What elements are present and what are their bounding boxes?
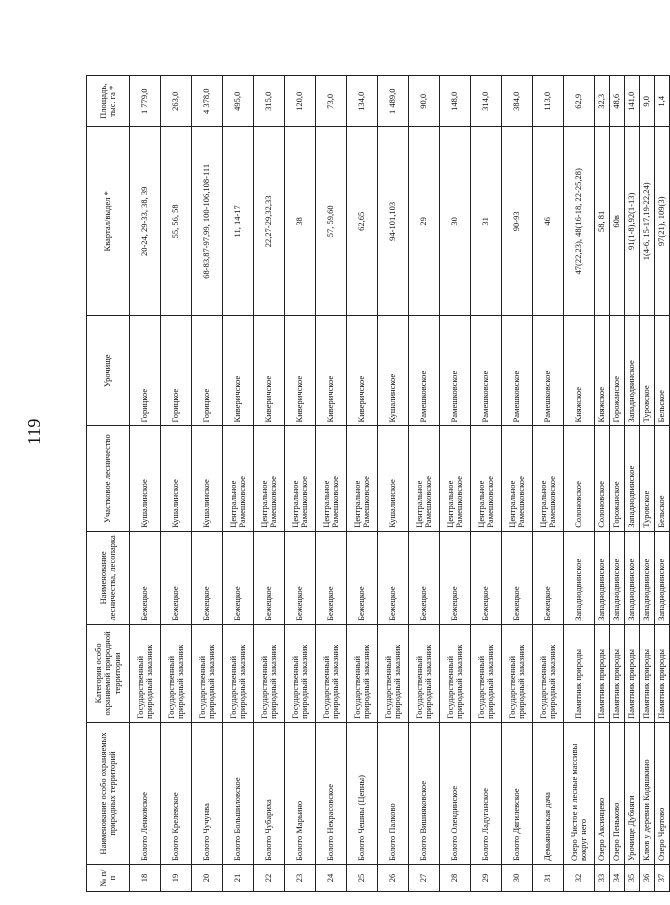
row-number-cell: 37 [655, 865, 670, 892]
category-cell: Государственный природный заказник [440, 624, 471, 722]
header-category: Категория особо охраняемой природной территории [87, 624, 130, 722]
tract-cell: Киверичское [223, 316, 254, 426]
forestry-cell: Бежецкое [533, 531, 564, 624]
area-name-cell: Болото Дягилевское [502, 722, 533, 864]
district-forestry-cell: Центральное Рамешковское [254, 426, 285, 531]
table-row [640, 76, 655, 892]
tract-cell: Княжское [595, 316, 610, 426]
district-forestry-cell: Солоновское [595, 426, 610, 531]
area-value-cell: 1 779,0 [130, 76, 161, 128]
table-row [347, 76, 378, 892]
category-cell: Государственный природный заказник [347, 624, 378, 722]
quarters-cell: 46 [533, 127, 564, 316]
category-cell: Государственный природный заказник [409, 624, 440, 722]
tract-cell: Рамешковское [502, 316, 533, 426]
quarters-cell: 62,65 [347, 127, 378, 316]
area-name-cell: Урочище Дубняги [625, 722, 640, 864]
row-number-cell: 18 [130, 865, 161, 892]
district-forestry-cell: Центральное Рамешковское [502, 426, 533, 531]
tract-cell: Рамешковское [409, 316, 440, 426]
category-cell: Памятник природы [640, 624, 655, 722]
forestry-cell: Бежецкое [161, 531, 192, 624]
quarters-cell: 57, 59,60 [316, 127, 347, 316]
area-value-cell: 48,6 [610, 76, 625, 128]
district-forestry-cell: Центральное Рамешковское [347, 426, 378, 531]
table-row [533, 76, 564, 892]
forestry-cell: Бежецкое [440, 531, 471, 624]
category-cell: Государственный природный заказник [223, 624, 254, 722]
quarters-cell: 60в [610, 127, 625, 316]
category-cell: Государственный природный заказник [254, 624, 285, 722]
area-name-cell: Болото Чучунва [192, 722, 223, 864]
district-forestry-cell: Бельское [655, 426, 670, 531]
table-row [502, 76, 533, 892]
tract-cell: Княжское [564, 316, 595, 426]
quarters-cell: 90-93 [502, 127, 533, 316]
category-cell: Государственный природный заказник [316, 624, 347, 722]
category-cell: Памятник природы [564, 624, 595, 722]
header-quarters: Квартал/выдел * [87, 127, 130, 316]
forestry-cell: Бежецкое [192, 531, 223, 624]
row-number-cell: 31 [533, 865, 564, 892]
category-cell: Государственный природный заказник [502, 624, 533, 722]
district-forestry-cell: Центральное Рамешковское [533, 426, 564, 531]
district-forestry-cell: Горожанское [610, 426, 625, 531]
category-cell: Государственный природный заказник [130, 624, 161, 722]
row-number-cell: 21 [223, 865, 254, 892]
tract-cell: Киверичское [254, 316, 285, 426]
area-value-cell: 120,0 [285, 76, 316, 128]
category-cell: Государственный природный заказник [471, 624, 502, 722]
area-name-cell: Демьяновская дача [533, 722, 564, 864]
category-cell: Памятник природы [595, 624, 610, 722]
area-name-cell: Болото Олендинское [440, 722, 471, 864]
quarters-cell: 68-83,87-97,99, 100-106,108-111 [192, 127, 223, 316]
table-row [192, 76, 223, 892]
table-row [378, 76, 409, 892]
table-row [655, 76, 670, 892]
forestry-cell: Западнодвинское [625, 531, 640, 624]
area-value-cell: 4 378,0 [192, 76, 223, 128]
row-number-cell: 36 [640, 865, 655, 892]
row-number-cell: 20 [192, 865, 223, 892]
page-number: 119 [24, 418, 44, 445]
area-value-cell: 384,0 [502, 76, 533, 128]
row-number-cell: 32 [564, 865, 595, 892]
forestry-cell: Западнодвинское [595, 531, 610, 624]
header-name: Наименование особо охраняемых природных территорий [87, 722, 130, 864]
protected-areas-table [86, 75, 670, 892]
category-cell: Памятник природы [655, 624, 670, 722]
tract-cell: Западнодвинское [625, 316, 640, 426]
area-value-cell: 90,0 [409, 76, 440, 128]
category-cell: Памятник природы [625, 624, 640, 722]
district-forestry-cell: Западнодвинское [625, 426, 640, 531]
tract-cell: Кушалинское [378, 316, 409, 426]
protected-areas-table-container [86, 75, 667, 892]
category-cell: Государственный природный заказник [192, 624, 223, 722]
quarters-cell: 91(1-8),92(1-13) [625, 127, 640, 316]
quarters-cell: 29 [409, 127, 440, 316]
row-number-cell: 34 [610, 865, 625, 892]
category-cell: Государственный природный заказник [378, 624, 409, 722]
quarters-cell: 97(21), 109(3) [655, 127, 670, 316]
row-number-cell: 35 [625, 865, 640, 892]
area-name-cell: Озеро Чертово [655, 722, 670, 864]
row-number-cell: 19 [161, 865, 192, 892]
district-forestry-cell: Туровское [640, 426, 655, 531]
tract-cell: Горожанское [610, 316, 625, 426]
area-value-cell: 263,0 [161, 76, 192, 128]
table-header-row [87, 76, 130, 892]
district-forestry-cell: Кушалинское [161, 426, 192, 531]
area-name-cell: Клюв у деревни Кодяшкино [640, 722, 655, 864]
area-value-cell: 134,0 [347, 76, 378, 128]
area-value-cell: 113,0 [533, 76, 564, 128]
row-number-cell: 27 [409, 865, 440, 892]
district-forestry-cell: Кушалинское [192, 426, 223, 531]
forestry-cell: Бежецкое [223, 531, 254, 624]
table-row [610, 76, 625, 892]
forestry-cell: Бежецкое [347, 531, 378, 624]
area-value-cell: 315,0 [254, 76, 285, 128]
area-value-cell: 148,0 [440, 76, 471, 128]
area-value-cell: 9,0 [640, 76, 655, 128]
district-forestry-cell: Центральное Рамешковское [316, 426, 347, 531]
quarters-cell: 11, 14-17 [223, 127, 254, 316]
table-row [130, 76, 161, 892]
forestry-cell: Бежецкое [130, 531, 161, 624]
district-forestry-cell: Кушалинское [378, 426, 409, 531]
table-row [409, 76, 440, 892]
district-forestry-cell: Центральное Рамешковское [285, 426, 316, 531]
tract-cell: Киверичское [285, 316, 316, 426]
row-number-cell: 28 [440, 865, 471, 892]
header-area: Площадь, тыс. га * [87, 76, 130, 128]
forestry-cell: Бежецкое [316, 531, 347, 624]
district-forestry-cell: Центральное Рамешковское [409, 426, 440, 531]
tract-cell: Горицкое [130, 316, 161, 426]
district-forestry-cell: Центральное Рамешковское [471, 426, 502, 531]
tract-cell: Рамешковское [471, 316, 502, 426]
forestry-cell: Бежецкое [471, 531, 502, 624]
area-name-cell: Болото Марьино [285, 722, 316, 864]
category-cell: Государственный природный заказник [533, 624, 564, 722]
table-row [285, 76, 316, 892]
district-forestry-cell: Центральное Рамешковское [223, 426, 254, 531]
table-row [471, 76, 502, 892]
category-cell: Памятник природы [610, 624, 625, 722]
tract-cell: Киверичское [316, 316, 347, 426]
table-row [564, 76, 595, 892]
area-name-cell: Болото Чубариха [254, 722, 285, 864]
header-tract: Урочище [87, 316, 130, 426]
row-number-cell: 22 [254, 865, 285, 892]
area-value-cell: 1 489,0 [378, 76, 409, 128]
table-row [595, 76, 610, 892]
row-number-cell: 29 [471, 865, 502, 892]
area-name-cell: Озеро Аксинцево [595, 722, 610, 864]
area-value-cell: 1,4 [655, 76, 670, 128]
header-forestry: Наименование лесничества, лесопарка [87, 531, 130, 624]
area-value-cell: 32,3 [595, 76, 610, 128]
area-name-cell: Болото Чешны (Цепны) [347, 722, 378, 864]
district-forestry-cell: Солоновское [564, 426, 595, 531]
area-name-cell: Озеро Чистое и лесные массивы вокруг него [564, 722, 595, 864]
area-name-cell: Болото Большиловское [223, 722, 254, 864]
row-number-cell: 25 [347, 865, 378, 892]
district-forestry-cell: Центральное Рамешковское [440, 426, 471, 531]
forestry-cell: Западнодвинское [655, 531, 670, 624]
area-name-cell: Озеро Пеньково [610, 722, 625, 864]
forestry-cell: Западнодвинское [640, 531, 655, 624]
area-name-cell: Болото Некрасовское [316, 722, 347, 864]
header-num: № п/п [87, 865, 130, 892]
tract-cell: Рамешковское [440, 316, 471, 426]
quarters-cell: 58, 81 [595, 127, 610, 316]
area-value-cell: 495,0 [223, 76, 254, 128]
area-name-cell: Болото Ленковское [130, 722, 161, 864]
forestry-cell: Западнодвинское [610, 531, 625, 624]
quarters-cell: 38 [285, 127, 316, 316]
area-value-cell: 62,9 [564, 76, 595, 128]
tract-cell: Горицкое [192, 316, 223, 426]
area-name-cell: Болото Ладуганское [471, 722, 502, 864]
area-value-cell: 73,0 [316, 76, 347, 128]
area-name-cell: Болото Крелевское [161, 722, 192, 864]
quarters-cell: 20-24, 29-33, 38, 39 [130, 127, 161, 316]
area-value-cell: 314,0 [471, 76, 502, 128]
row-number-cell: 26 [378, 865, 409, 892]
table-row [440, 76, 471, 892]
district-forestry-cell: Кушалинское [130, 426, 161, 531]
quarters-cell: 94-101,103 [378, 127, 409, 316]
quarters-cell: 22,27-29,32,33 [254, 127, 285, 316]
header-district: Участковое лесничество [87, 426, 130, 531]
tract-cell: Киверичское [347, 316, 378, 426]
quarters-cell: 47(22,23), 48(16-18, 22-25,28) [564, 127, 595, 316]
forestry-cell: Бежецкое [378, 531, 409, 624]
row-number-cell: 33 [595, 865, 610, 892]
table-row [316, 76, 347, 892]
quarters-cell: 31 [471, 127, 502, 316]
category-cell: Государственный природный заказник [285, 624, 316, 722]
row-number-cell: 24 [316, 865, 347, 892]
forestry-cell: Бежецкое [502, 531, 533, 624]
quarters-cell: 55, 56, 58 [161, 127, 192, 316]
category-cell: Государственный природный заказник [161, 624, 192, 722]
tract-cell: Бельское [655, 316, 670, 426]
tract-cell: Рамешковское [533, 316, 564, 426]
table-row [161, 76, 192, 892]
table-row [254, 76, 285, 892]
area-name-cell: Болото Палково [378, 722, 409, 864]
table-row [223, 76, 254, 892]
quarters-cell: 30 [440, 127, 471, 316]
row-number-cell: 30 [502, 865, 533, 892]
area-value-cell: 141,0 [625, 76, 640, 128]
forestry-cell: Бежецкое [254, 531, 285, 624]
forestry-cell: Бежецкое [409, 531, 440, 624]
area-name-cell: Болото Вишняковское [409, 722, 440, 864]
tract-cell: Горицкое [161, 316, 192, 426]
forestry-cell: Западнодвинское [564, 531, 595, 624]
forestry-cell: Бежецкое [285, 531, 316, 624]
tract-cell: Туровское [640, 316, 655, 426]
quarters-cell: 1(4-6, 15-17,19-22,24) [640, 127, 655, 316]
table-row [625, 76, 640, 892]
row-number-cell: 23 [285, 865, 316, 892]
